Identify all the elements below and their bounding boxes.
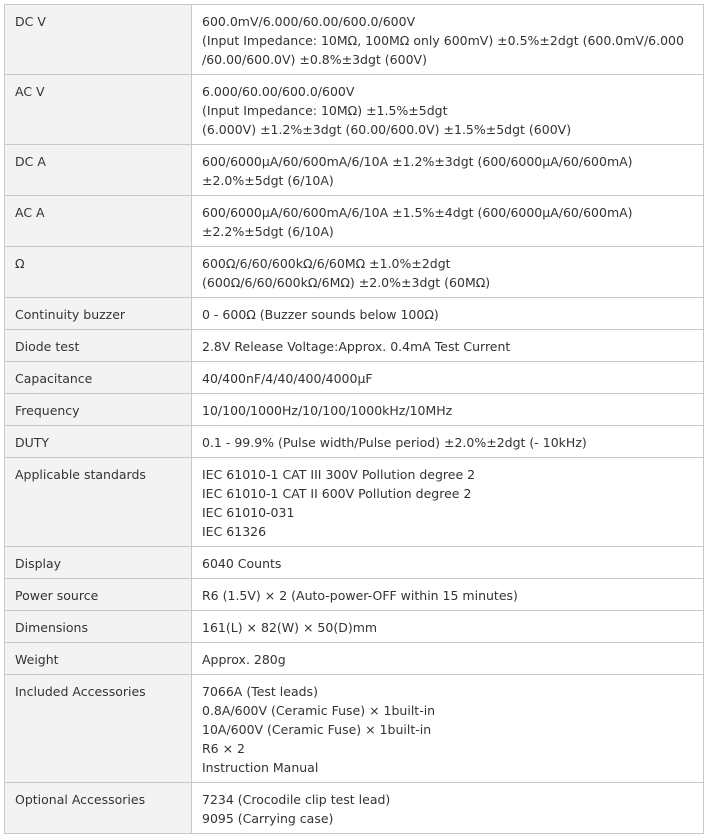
spec-label: Weight <box>5 643 192 675</box>
spec-label: Included Accessories <box>5 675 192 783</box>
spec-value-line: 161(L) × 82(W) × 50(D)mm <box>202 620 378 635</box>
spec-label: Power source <box>5 579 192 611</box>
spec-label: DC A <box>5 145 192 196</box>
spec-value-line: 40/400nF/4/40/400/4000µF <box>202 371 373 386</box>
spec-value-line: (600Ω/6/60/600kΩ/6MΩ) ±2.0%±3dgt (60MΩ) <box>202 275 491 290</box>
spec-row <box>5 196 704 247</box>
spec-value-line: 0.8A/600V (Ceramic Fuse) × 1built-in <box>202 703 436 718</box>
spec-row <box>5 675 704 783</box>
spec-row <box>5 298 704 330</box>
spec-row <box>5 145 704 196</box>
spec-label: DUTY <box>5 426 192 458</box>
spec-value-line: 600.0mV/6.000/60.00/600.0/600V <box>202 14 416 29</box>
spec-value <box>192 394 704 426</box>
spec-row <box>5 458 704 547</box>
spec-value-line: R6 × 2 <box>202 741 246 756</box>
spec-value <box>192 547 704 579</box>
spec-label: Optional Accessories <box>5 783 192 834</box>
spec-value-line: (6.000V) ±1.2%±3dgt (60.00/600.0V) ±1.5%±5dgt (600V) <box>202 122 572 137</box>
spec-value-line: 600/6000µA/60/600mA/6/10A ±1.5%±4dgt (600/6000µA/60/600mA) <box>202 205 633 220</box>
spec-label: AC V <box>5 75 192 145</box>
spec-label: Display <box>5 547 192 579</box>
spec-value-line: IEC 61010-031 <box>202 505 295 520</box>
spec-value <box>192 196 704 247</box>
spec-row <box>5 783 704 834</box>
spec-value <box>192 75 704 145</box>
spec-value-line: Instruction Manual <box>202 760 319 775</box>
spec-label: Dimensions <box>5 611 192 643</box>
spec-label: Frequency <box>5 394 192 426</box>
spec-value <box>192 643 704 675</box>
spec-table <box>4 4 704 834</box>
spec-value-line: R6 (1.5V) × 2 (Auto-power-OFF within 15 minutes) <box>202 588 518 603</box>
spec-table-body <box>5 5 704 834</box>
spec-label: DC V <box>5 5 192 75</box>
spec-value <box>192 298 704 330</box>
spec-value-line: /60.00/600.0V) ±0.8%±3dgt (600V) <box>202 52 427 67</box>
spec-value <box>192 247 704 298</box>
spec-value-line: ±2.0%±5dgt (6/10A) <box>202 173 334 188</box>
spec-value-line: 7066A (Test leads) <box>202 684 318 699</box>
spec-row <box>5 75 704 145</box>
spec-label: Applicable standards <box>5 458 192 547</box>
spec-label: Diode test <box>5 330 192 362</box>
spec-value <box>192 5 704 75</box>
spec-label: Capacitance <box>5 362 192 394</box>
spec-row <box>5 426 704 458</box>
spec-value-line: 0 - 600Ω (Buzzer sounds below 100Ω) <box>202 307 439 322</box>
spec-value <box>192 362 704 394</box>
spec-value <box>192 145 704 196</box>
spec-row <box>5 247 704 298</box>
spec-value-line: 6040 Counts <box>202 556 282 571</box>
spec-value-line: IEC 61326 <box>202 524 267 539</box>
spec-value-line: 10/100/1000Hz/10/100/1000kHz/10MHz <box>202 403 453 418</box>
spec-value <box>192 426 704 458</box>
spec-value <box>192 330 704 362</box>
spec-row <box>5 643 704 675</box>
spec-value-line: 10A/600V (Ceramic Fuse) × 1built-in <box>202 722 432 737</box>
spec-value <box>192 675 704 783</box>
spec-row <box>5 362 704 394</box>
spec-value-line: (Input Impedance: 10MΩ, 100MΩ only 600mV) ±0.5%±2dgt (600.0mV/6.000 <box>202 33 684 48</box>
spec-label: Continuity buzzer <box>5 298 192 330</box>
spec-value-line: 2.8V Release Voltage:Approx. 0.4mA Test Current <box>202 339 511 354</box>
spec-row <box>5 547 704 579</box>
spec-row <box>5 579 704 611</box>
spec-value-line: 6.000/60.00/600.0/600V <box>202 84 355 99</box>
spec-row <box>5 394 704 426</box>
spec-value-line: 0.1 - 99.9% (Pulse width/Pulse period) ±2.0%±2dgt (- 10kHz) <box>202 435 587 450</box>
spec-label: Ω <box>5 247 192 298</box>
spec-value <box>192 579 704 611</box>
spec-value <box>192 783 704 834</box>
spec-value-line: IEC 61010-1 CAT II 600V Pollution degree 2 <box>202 486 472 501</box>
spec-value-line: ±2.2%±5dgt (6/10A) <box>202 224 334 239</box>
spec-row <box>5 5 704 75</box>
spec-value-line: Approx. 280g <box>202 652 286 667</box>
spec-value-line: IEC 61010-1 CAT III 300V Pollution degree 2 <box>202 467 476 482</box>
spec-label: AC A <box>5 196 192 247</box>
spec-value-line: 7234 (Crocodile clip test lead) <box>202 792 391 807</box>
spec-value-line: 600/6000µA/60/600mA/6/10A ±1.2%±3dgt (600/6000µA/60/600mA) <box>202 154 633 169</box>
spec-value <box>192 611 704 643</box>
spec-value <box>192 458 704 547</box>
spec-row <box>5 611 704 643</box>
spec-value-line: (Input Impedance: 10MΩ) ±1.5%±5dgt <box>202 103 448 118</box>
spec-value-line: 600Ω/6/60/600kΩ/6/60MΩ ±1.0%±2dgt <box>202 256 451 271</box>
spec-row <box>5 330 704 362</box>
spec-value-line: 9095 (Carrying case) <box>202 811 334 826</box>
